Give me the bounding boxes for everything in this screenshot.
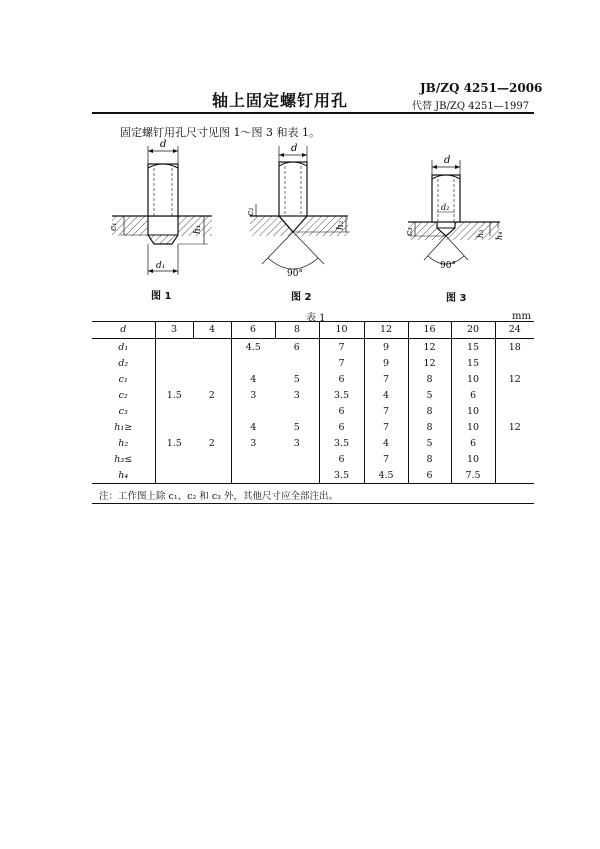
table-cell: 7 [319,355,364,371]
table-cell: 2 [208,437,215,449]
table-cell: 1.5 [155,435,193,451]
table-cell: 4.5 [364,467,408,484]
row-label: c₃ [118,405,128,417]
intro-text: 固定螺钉用孔尺寸见图 1～图 3 和表 1。 [120,126,320,139]
table-cell: 12 [408,355,451,371]
table-cell: 5 [408,435,451,451]
row-label: h₁≥ [114,421,133,433]
table-cell: 8 [408,419,451,435]
table-cell [155,355,193,371]
table-cell [193,419,231,435]
table-cell: 3 [293,437,300,449]
table-cell: 12 [495,371,534,387]
table-cell [495,467,534,484]
table-title: 表 1 [306,313,326,324]
table-cell: 1.5 [155,387,193,403]
table-cell: 7 [364,419,408,435]
table-cell: 7.5 [451,467,495,484]
table-cell [193,451,231,467]
replaces-standard: 代替 JB/ZQ 4251—1997 [412,101,530,112]
table-cell: 6 [451,435,495,451]
figure-3-caption: 图 3 [446,293,467,304]
table-cell: 9 [364,339,408,356]
fig3-label-angle: 90° [440,261,456,271]
table-cell [231,355,275,371]
fig3-label-d2: d₂ [441,203,450,212]
table-cell: 10 [451,371,495,387]
table-row [92,467,534,484]
table-cell: 5 [293,373,300,385]
table-cell: 4 [231,371,275,387]
table-cell [275,355,319,371]
table-header-cell: 20 [451,321,495,339]
table-cell [231,451,275,467]
table-cell [155,467,193,484]
table-cell [193,403,231,419]
row-label: c₁ [118,373,128,385]
fig2-label-d: d [291,143,298,154]
fig1-label-h1: h₁ [193,224,203,234]
table-cell [155,403,193,419]
table-cell: 4 [364,435,408,451]
fig3-hatched-section [408,222,500,240]
table-header-cell: 3 [155,321,193,339]
table-cell [275,403,319,419]
table-cell [155,339,193,356]
row-label: h₄ [118,469,129,481]
table-cell: 5 [293,421,300,433]
table-cell [495,387,534,403]
table-cell: 6 [293,341,300,353]
table-cell: 3 [293,389,300,401]
table-header-row [92,321,534,339]
table-cell [495,451,534,467]
table-cell: 5 [408,387,451,403]
table-row [92,387,534,403]
table-cell [275,467,319,484]
table-cell: 4.5 [231,339,275,356]
table-cell [495,435,534,451]
table-cell: 7 [364,371,408,387]
table-cell: 4 [364,387,408,403]
table-cell: 6 [408,467,451,484]
table-cell: 6 [319,403,364,419]
table-top-rule [92,321,534,322]
table-row [92,371,534,387]
table-header-cell: 8 [275,321,319,339]
table-cell: 2 [208,389,215,401]
table-row [92,339,534,356]
table-cell [193,355,231,371]
table-cell [155,371,193,387]
table-cell: 7 [319,339,364,356]
table-header-cell: 6 [231,321,275,339]
fig2-label-c2: c₂ [246,207,256,216]
row-label: h₃≤ [114,453,133,465]
table-cell [193,339,231,356]
fig1-label-d1: d₁ [156,261,166,271]
table-cell: 6 [451,387,495,403]
table-row [92,435,534,451]
table-cell: 3.5 [319,387,364,403]
table-cell: 10 [451,419,495,435]
table-cell: 12 [495,419,534,435]
table-header-cell: 24 [495,321,534,339]
fig2-label-angle: 90° [287,269,303,279]
figure-2 [246,143,350,279]
table-cell: 7 [364,403,408,419]
table-header-cell: 12 [364,321,408,339]
table-cell: 8 [408,451,451,467]
figure-1 [109,139,212,275]
table-cell: 15 [451,339,495,356]
table-note: 注：工作图上除 c₁、c₂ 和 c₃ 外，其他尺寸应全部注出。 [99,491,338,502]
table-cell [155,419,193,435]
table-cell: 10 [451,403,495,419]
table-cell: 3.5 [319,467,364,484]
fig3-label-h4: h₄ [495,231,504,240]
table-cell: 6 [319,371,364,387]
table-cell: 18 [495,339,534,356]
fig1-screw [148,164,178,216]
fig2-screw [279,162,307,216]
table-cell: 8 [408,403,451,419]
standard-number: JB/ZQ 4251—2006 [420,81,543,95]
table-cell [193,467,231,484]
figure-3 [405,155,504,271]
table-header-cell: 10 [319,321,364,339]
table-cell: 3 [231,387,275,403]
figure-2-caption: 图 2 [291,292,312,303]
fig1-label-c1: c₁ [109,222,119,231]
table-unit: mm [512,311,531,322]
page-title: 轴上固定螺钉用孔 [212,91,349,110]
row-label: d₂ [118,357,129,369]
figures-drawing [0,0,600,320]
table-cell: 10 [451,451,495,467]
table-cell: 4 [231,419,275,435]
table-row [92,403,534,419]
table-cell [231,403,275,419]
row-label: d₁ [118,341,129,353]
table-cell: 3 [231,435,275,451]
table-row [92,419,534,435]
figure-1-caption: 图 1 [151,291,172,302]
fig3-label-c3: c₃ [405,227,415,236]
fig2-label-h2: h₂ [336,220,346,230]
row-label: c₂ [118,389,128,401]
table-cell: 15 [451,355,495,371]
table-cell [231,467,275,484]
table-row [92,355,534,371]
fig3-screw [432,175,460,222]
table-cell [275,451,319,467]
table-header-cell: 4 [193,321,231,339]
table-header-cell: 16 [408,321,451,339]
table-cell [495,403,534,419]
table-bottom-rule [92,503,534,504]
table-cell: 8 [408,371,451,387]
table-cell: 3.5 [319,435,364,451]
table-cell: 6 [319,419,364,435]
fig1-label-d: d [160,139,167,150]
fig3-label-d: d [444,155,451,166]
dimension-table [92,321,534,502]
fig3-label-h3: h₃ [476,229,485,238]
table-cell: 6 [319,451,364,467]
table-cell [193,371,231,387]
table-cell [495,355,534,371]
table-cell: 9 [364,355,408,371]
table-row [92,451,534,467]
table-cell: 7 [364,451,408,467]
table-cell [155,451,193,467]
table-cell: 12 [408,339,451,356]
row-label: h₂ [118,437,129,449]
table-header-label: d [92,321,155,339]
